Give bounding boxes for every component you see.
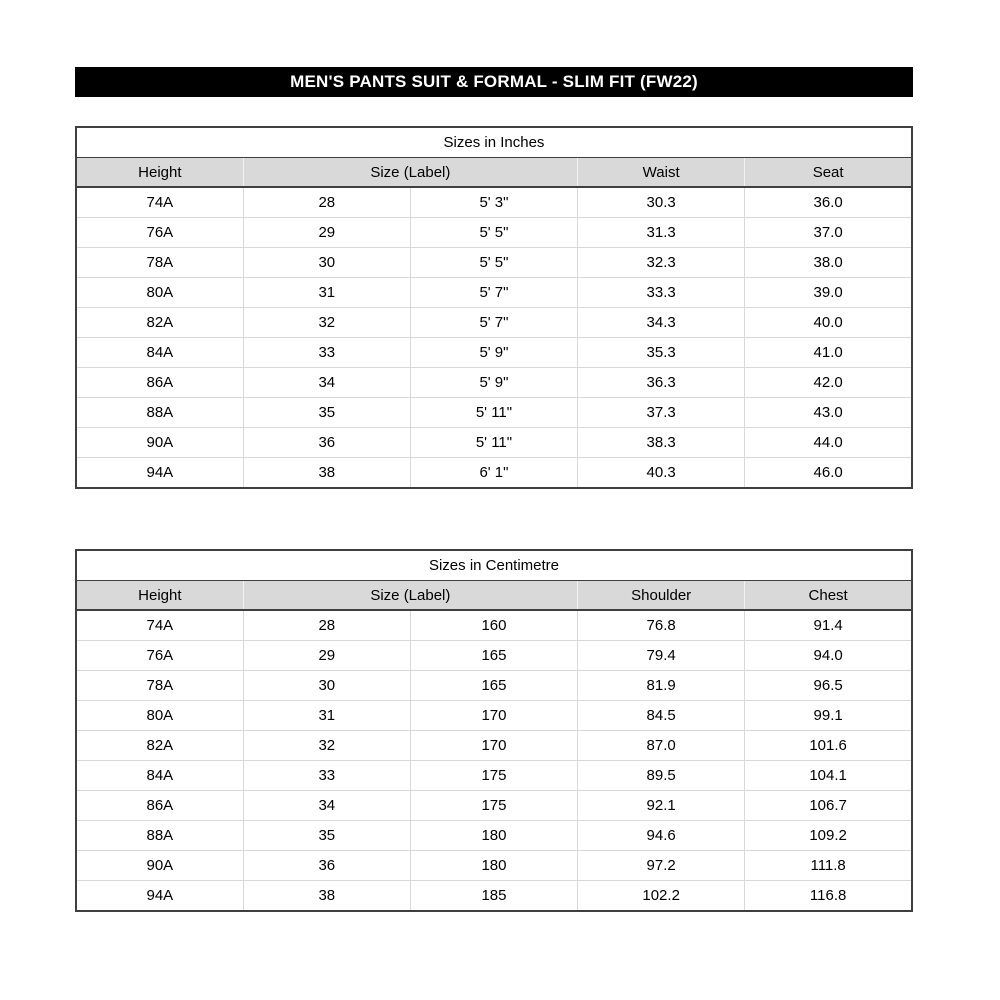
- table-row: [76, 278, 912, 308]
- table-cell: 38.0: [745, 248, 912, 278]
- sizes-in-inches-table: [75, 126, 913, 489]
- page-title: MEN'S PANTS SUIT & FORMAL - SLIM FIT (FW22): [290, 72, 698, 91]
- table-cell: 165: [410, 641, 577, 671]
- table-cell: 116.8: [745, 881, 912, 912]
- table-cell: 29: [243, 218, 410, 248]
- table-cell: 5' 11": [410, 428, 577, 458]
- table-cell: 97.2: [578, 851, 745, 881]
- table-row: [76, 821, 912, 851]
- table-cell: 35: [243, 398, 410, 428]
- table-cell: 94.0: [745, 641, 912, 671]
- column-header: Size (Label): [243, 581, 577, 611]
- table-cell: 34: [243, 791, 410, 821]
- table-cell: 36.3: [578, 368, 745, 398]
- table-cell: 160: [410, 610, 577, 641]
- table-cell: 96.5: [745, 671, 912, 701]
- table-cell: 38: [243, 458, 410, 489]
- table-row: [76, 308, 912, 338]
- table-row: [76, 218, 912, 248]
- table-row: [76, 791, 912, 821]
- table-cell: 37.0: [745, 218, 912, 248]
- table-cell: 40.0: [745, 308, 912, 338]
- table-cell: 5' 9": [410, 338, 577, 368]
- table-cell: 180: [410, 851, 577, 881]
- table-cell: 5' 7": [410, 308, 577, 338]
- table-cell: 79.4: [578, 641, 745, 671]
- table-cell: 82A: [76, 731, 243, 761]
- table-cell: 80A: [76, 278, 243, 308]
- table-cell: 104.1: [745, 761, 912, 791]
- table-cell: 106.7: [745, 791, 912, 821]
- table-cell: 30: [243, 248, 410, 278]
- table-cell: 5' 5": [410, 218, 577, 248]
- table-cell: 31.3: [578, 218, 745, 248]
- table-cell: 5' 7": [410, 278, 577, 308]
- table-cell: 81.9: [578, 671, 745, 701]
- table-row: [76, 701, 912, 731]
- table-cell: 170: [410, 701, 577, 731]
- table-cell: 28: [243, 187, 410, 218]
- table-cell: 34.3: [578, 308, 745, 338]
- table-cell: 78A: [76, 671, 243, 701]
- column-header: Height: [76, 158, 243, 188]
- table-cell: 175: [410, 761, 577, 791]
- table-cell: 89.5: [578, 761, 745, 791]
- table-row: [76, 851, 912, 881]
- table-cell: 94A: [146, 887, 174, 904]
- table-cell: 42.0: [745, 368, 912, 398]
- table-row: [76, 671, 912, 701]
- table-cell: 30.3: [578, 187, 745, 218]
- table-cell: 38.3: [578, 428, 745, 458]
- table-cell: 74A: [76, 610, 243, 641]
- table-cell: 5' 11": [410, 398, 577, 428]
- table-cell: 165: [410, 671, 577, 701]
- table-cell: 109.2: [745, 821, 912, 851]
- table-cell: 84.5: [578, 701, 745, 731]
- table-cell: 32: [243, 308, 410, 338]
- column-header: Height: [76, 581, 243, 611]
- table-cell: 87.0: [578, 731, 745, 761]
- table-cell: 76A: [76, 641, 243, 671]
- table-cell: 84A: [76, 338, 243, 368]
- column-header: Size (Label): [243, 158, 577, 188]
- table-cell: 170: [410, 731, 577, 761]
- table-cell: 33.3: [578, 278, 745, 308]
- page-title-banner: [75, 67, 913, 97]
- table-cell: 34: [243, 368, 410, 398]
- table-cell: 44.0: [745, 428, 912, 458]
- column-header: Shoulder: [578, 581, 745, 611]
- table-row: [76, 881, 912, 912]
- table-row: [76, 248, 912, 278]
- table-cell: 33: [243, 338, 410, 368]
- table-row: [76, 610, 912, 641]
- table-cell: 76A: [76, 218, 243, 248]
- table-cell: 86A: [76, 368, 243, 398]
- table-caption-row: [76, 550, 912, 581]
- table-cell: 35.3: [578, 338, 745, 368]
- table-cell: 90A: [76, 428, 243, 458]
- table-row: [76, 398, 912, 428]
- table-cell: 111.8: [745, 851, 912, 881]
- table-cell: 84A: [76, 761, 243, 791]
- column-header: Waist: [578, 158, 745, 188]
- table-cell: 78A: [76, 248, 243, 278]
- table-row: [76, 428, 912, 458]
- table-cell: 6' 1": [410, 458, 577, 489]
- table-cell: 36: [243, 851, 410, 881]
- table-cell: 35: [243, 821, 410, 851]
- table-cell: 43.0: [745, 398, 912, 428]
- table-cell: 82A: [76, 308, 243, 338]
- table-body: [76, 610, 912, 911]
- table-header-row: [76, 581, 912, 611]
- table-cell: 32: [243, 731, 410, 761]
- table-cell: 88A: [76, 821, 243, 851]
- table-cell: 94.6: [578, 821, 745, 851]
- table-cell: 30: [243, 671, 410, 701]
- table-body: [76, 187, 912, 488]
- table-cell: 90A: [76, 851, 243, 881]
- table-row: [76, 458, 912, 489]
- table-row: [76, 761, 912, 791]
- table-cell: 180: [410, 821, 577, 851]
- table-cell: 92.1: [578, 791, 745, 821]
- table-cell: 74A: [76, 187, 243, 218]
- table-cell: 31: [243, 701, 410, 731]
- table-row: [76, 187, 912, 218]
- table-cell: 40.3: [578, 458, 745, 489]
- table-cell: 5' 5": [410, 248, 577, 278]
- table-cell: 31: [243, 278, 410, 308]
- table-row: [76, 641, 912, 671]
- table-cell: 37.3: [578, 398, 745, 428]
- table-cell: 41.0: [745, 338, 912, 368]
- table-cell: 5' 9": [410, 368, 577, 398]
- table-cell: 38: [243, 881, 410, 912]
- table-caption: Sizes in Inches: [76, 127, 912, 158]
- table-row: [76, 368, 912, 398]
- table-cell: 86A: [76, 791, 243, 821]
- table-cell: 5' 3": [410, 187, 577, 218]
- sizes-in-centimetre-table: [75, 549, 913, 912]
- table-cell: 46.0: [745, 458, 912, 489]
- table-cell: 101.6: [745, 731, 912, 761]
- table-cell: 185: [410, 881, 577, 912]
- table-row: [76, 338, 912, 368]
- table-cell: 94A: [146, 464, 174, 481]
- table-cell: 36: [243, 428, 410, 458]
- table-cell: 99.1: [745, 701, 912, 731]
- table-cell: 39.0: [745, 278, 912, 308]
- table-cell: 102.2: [578, 881, 745, 912]
- table-row: [76, 731, 912, 761]
- table-cell: 91.4: [745, 610, 912, 641]
- table-cell: 36.0: [745, 187, 912, 218]
- table-caption-row: [76, 127, 912, 158]
- table-cell: 29: [243, 641, 410, 671]
- table-cell: 88A: [76, 398, 243, 428]
- table-caption: Sizes in Centimetre: [76, 550, 912, 581]
- table-cell: 76.8: [578, 610, 745, 641]
- table-cell: 80A: [76, 701, 243, 731]
- column-header: Seat: [745, 158, 912, 188]
- table-header-row: [76, 158, 912, 188]
- table-cell: 32.3: [578, 248, 745, 278]
- table-cell: 33: [243, 761, 410, 791]
- table-cell: 175: [410, 791, 577, 821]
- column-header: Chest: [745, 581, 912, 611]
- table-cell: 28: [243, 610, 410, 641]
